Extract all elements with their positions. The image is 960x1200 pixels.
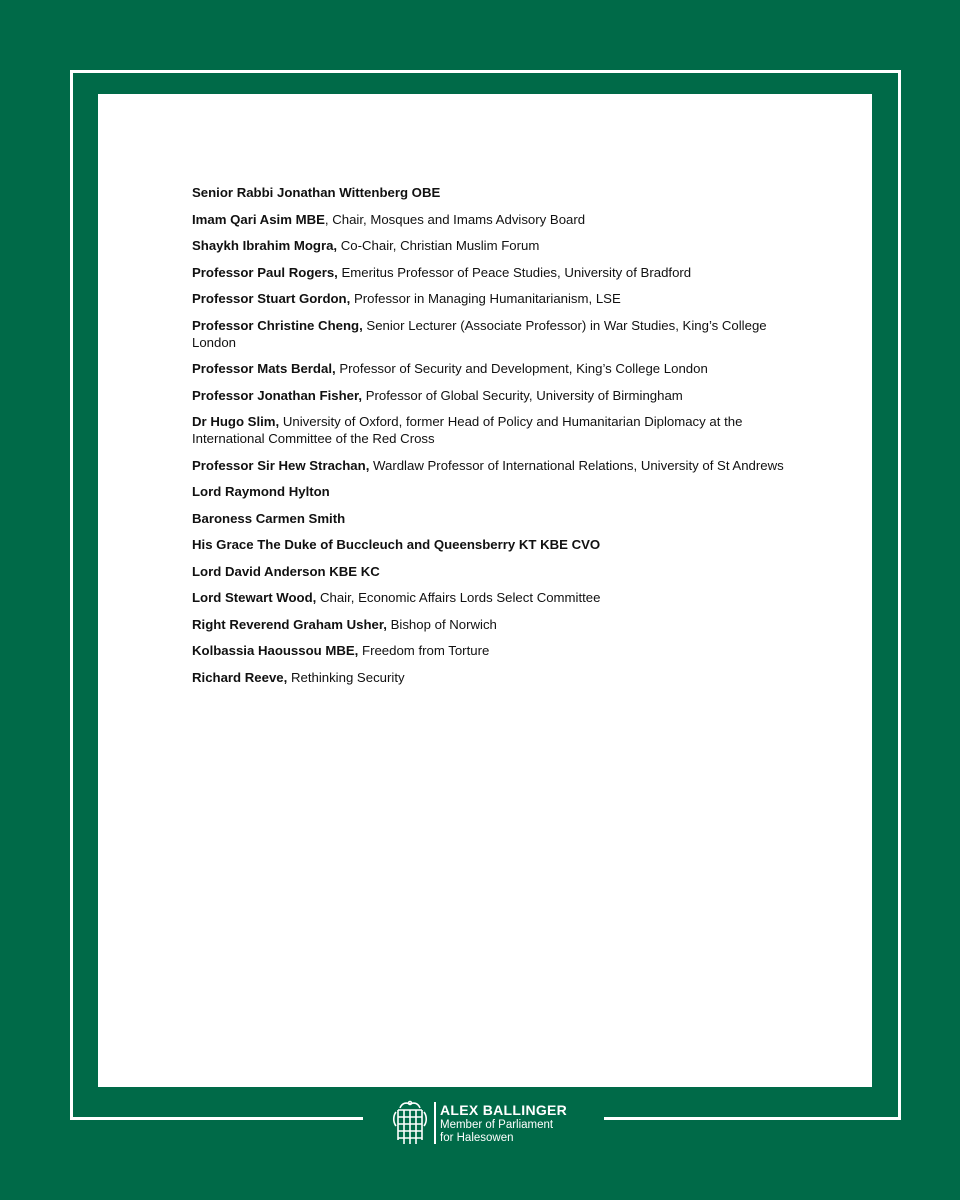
signatory-name: Right Reverend Graham Usher, <box>192 616 387 632</box>
frame-bottom-left-border <box>70 1117 363 1120</box>
signatory-entry <box>192 184 792 201</box>
signatory-role: Professor in Managing Humanitarianism, LSE <box>350 291 621 306</box>
footer-divider <box>434 1102 436 1144</box>
signatory-entry <box>192 483 792 500</box>
mp-name: ALEX BALLINGER <box>440 1102 568 1118</box>
signatory-name: Lord Stewart Wood, <box>192 590 317 605</box>
signatory-entry <box>192 237 792 254</box>
signatory-name: Lord David Anderson KBE KC <box>192 563 380 579</box>
mp-title: Member of Parliament <box>440 1119 554 1131</box>
signatory-name: Professor Stuart Gordon, <box>192 291 351 306</box>
signatory-name: Richard Reeve, <box>192 669 288 685</box>
signatory-entry <box>192 457 792 474</box>
signatory-entry <box>192 589 792 606</box>
signatory-entry <box>192 360 792 377</box>
signatory-role: , Chair, Mosques and Imams Advisory Board <box>324 211 586 227</box>
signatory-name: Professor Paul Rogers, <box>192 264 338 280</box>
signatory-role: Bishop of Norwich <box>386 616 497 632</box>
signatory-name: Professor Mats Berdal, <box>192 361 336 376</box>
signatory-role: Freedom from Torture <box>358 643 490 658</box>
signatory-entry <box>192 642 792 659</box>
signatory-name: Professor Christine Cheng, <box>192 317 363 333</box>
signatory-name: Imam Qari Asim MBE <box>192 211 325 227</box>
signatory-name: Dr Hugo Slim, <box>192 414 280 429</box>
signatory-name: Baroness Carmen Smith <box>192 510 346 526</box>
signatory-name: Professor Jonathan Fisher, <box>192 387 363 403</box>
portcullis-icon <box>390 1100 430 1146</box>
signatory-entry <box>192 563 792 580</box>
signatory-entry <box>192 413 792 447</box>
signatory-role: Chair, Economic Affairs Lords Select Committee <box>316 590 601 605</box>
signatory-entry <box>192 317 792 351</box>
signatory-role: Professor of Security and Development, King’s College London <box>335 361 708 376</box>
signatory-role: Emeritus Professor of Peace Studies, University of Bradford <box>337 264 692 280</box>
signatory-name: Senior Rabbi Jonathan Wittenberg OBE <box>192 185 441 200</box>
signatory-role: Co-Chair, Christian Muslim Forum <box>337 238 540 253</box>
frame-top-border <box>70 70 901 73</box>
signatory-role: Rethinking Security <box>287 669 405 685</box>
frame-bottom-right-border <box>604 1117 901 1120</box>
signatory-entry <box>192 669 792 686</box>
signatory-role: Wardlaw Professor of International Relations, University of St Andrews <box>369 457 784 473</box>
signatory-entry <box>192 616 792 633</box>
signatory-entry <box>192 264 792 281</box>
signatory-name: Kolbassia Haoussou MBE, <box>192 643 359 658</box>
signatory-role: Senior Lecturer (Associate Professor) in War Studies, King’s College London <box>192 317 767 350</box>
signatory-list <box>192 184 792 695</box>
mp-logo-footer <box>390 1100 580 1146</box>
signatory-entry <box>192 510 792 527</box>
signatory-name: Lord Raymond Hylton <box>192 484 330 499</box>
signatory-name: His Grace The Duke of Buccleuch and Queensberry KT KBE CVO <box>192 537 601 552</box>
frame-left-border <box>70 70 73 1120</box>
signatory-name: Shaykh Ibrahim Mogra, <box>192 238 338 253</box>
signatory-entry <box>192 536 792 553</box>
signatory-role: Professor of Global Security, University of Birmingham <box>362 387 683 403</box>
signatory-entry <box>192 211 792 228</box>
signatory-name: Professor Sir Hew Strachan, <box>192 457 370 473</box>
signatory-entry <box>192 290 792 307</box>
mp-constituency: for Halesowen <box>440 1132 514 1144</box>
frame-right-border <box>898 70 901 1120</box>
signatory-role: University of Oxford, former Head of Policy and Humanitarian Diplomacy at the International Committee of the Red Cross <box>192 414 743 446</box>
signatory-entry <box>192 387 792 404</box>
letter-page <box>98 94 872 1087</box>
